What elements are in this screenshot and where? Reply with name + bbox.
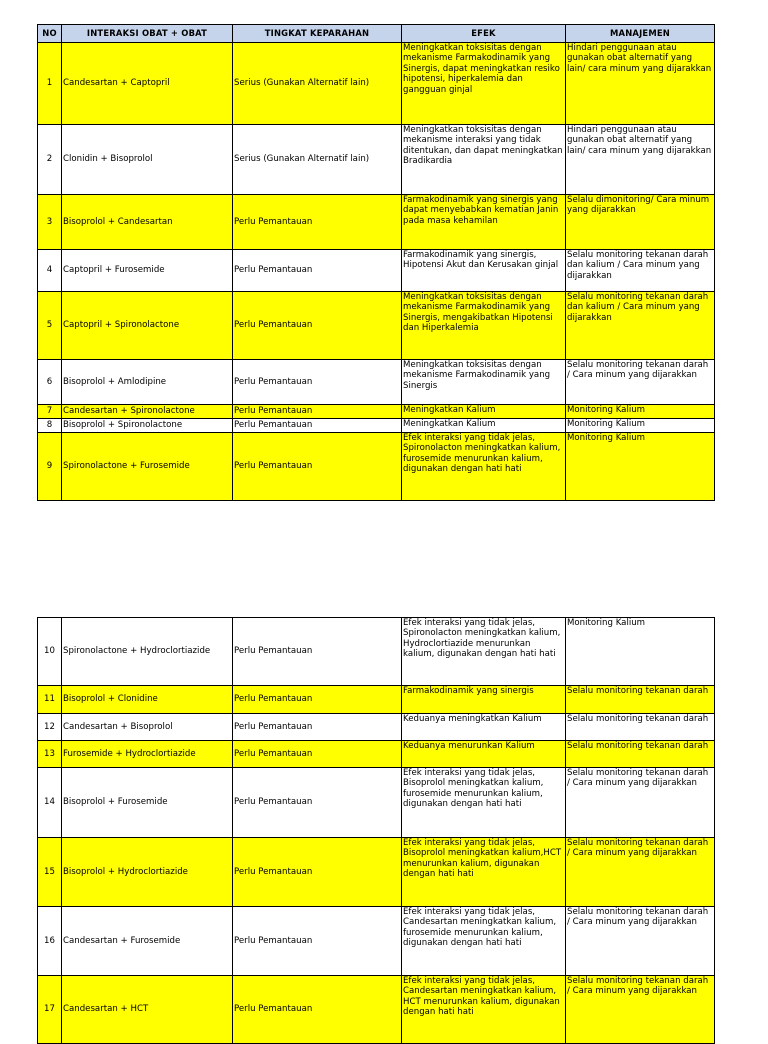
table-row	[38, 907, 715, 976]
interaction-cell: Spironolactone + Furosemide	[62, 433, 233, 501]
row-number: 8	[38, 419, 62, 433]
header-no: NO	[38, 25, 62, 43]
severity-cell: Perlu Pemantauan	[233, 768, 402, 838]
interaction-table-part-2	[37, 617, 715, 1044]
severity-cell: Perlu Pemantauan	[233, 360, 402, 405]
severity-cell: Perlu Pemantauan	[233, 195, 402, 250]
severity-cell: Perlu Pemantauan	[233, 907, 402, 976]
interaction-cell: Spironolactone + Hydroclortiazide	[62, 618, 233, 686]
table-row	[38, 125, 715, 195]
interaction-cell: Candesartan + Furosemide	[62, 907, 233, 976]
severity-cell: Perlu Pemantauan	[233, 419, 402, 433]
interaction-cell: Candesartan + Spironolactone	[62, 405, 233, 419]
interaction-cell: Candesartan + Captopril	[62, 43, 233, 125]
effect-cell: Meningkatkan toksisitas dengan mekanisme Farmakodinamik yang Sinergis	[402, 360, 566, 405]
table-row	[38, 768, 715, 838]
severity-cell: Perlu Pemantauan	[233, 686, 402, 714]
effect-cell: Keduanya meningkatkan Kalium	[402, 714, 566, 741]
table-row	[38, 405, 715, 419]
management-cell: Selalu monitoring tekanan darah dan kalium / Cara minum yang dijarakkan	[566, 292, 715, 360]
interaction-cell: Bisoprolol + Amlodipine	[62, 360, 233, 405]
effect-cell: Efek interaksi yang tidak jelas, Spironolacton meningkatkan kalium, furosemide menurunkan kalium, digunakan dengan hati hati	[402, 433, 566, 501]
table-row	[38, 838, 715, 907]
severity-cell: Perlu Pemantauan	[233, 976, 402, 1044]
table-row	[38, 360, 715, 405]
severity-cell: Perlu Pemantauan	[233, 741, 402, 768]
interaction-cell: Furosemide + Hydroclortiazide	[62, 741, 233, 768]
severity-cell: Serius (Gunakan Alternatif lain)	[233, 43, 402, 125]
effect-cell: Meningkatkan toksisitas dengan mekanisme interaksi yang tidak ditentukan, dan dapat meningkatkan Bradikardia	[402, 125, 566, 195]
interaction-cell: Bisoprolol + Candesartan	[62, 195, 233, 250]
management-cell: Selalu monitoring tekanan darah	[566, 741, 715, 768]
interaction-cell: Bisoprolol + Spironolactone	[62, 419, 233, 433]
header-management: MANAJEMEN	[566, 25, 715, 43]
row-number: 12	[38, 714, 62, 741]
severity-cell: Perlu Pemantauan	[233, 714, 402, 741]
effect-cell: Farmakodinamik yang sinergis	[402, 686, 566, 714]
table-row	[38, 741, 715, 768]
severity-cell: Serius (Gunakan Alternatif lain)	[233, 125, 402, 195]
table-row	[38, 976, 715, 1044]
effect-cell: Meningkatkan Kalium	[402, 419, 566, 433]
row-number: 9	[38, 433, 62, 501]
management-cell: Monitoring Kalium	[566, 405, 715, 419]
management-cell: Monitoring Kalium	[566, 419, 715, 433]
effect-cell: Meningkatkan toksisitas dengan mekanisme Farmakodinamik yang Sinergis, mengakibatkan Hipotensi dan Hiperkalemia	[402, 292, 566, 360]
row-number: 14	[38, 768, 62, 838]
management-cell: Monitoring Kalium	[566, 618, 715, 686]
table-row	[38, 433, 715, 501]
effect-cell: Meningkatkan Kalium	[402, 405, 566, 419]
effect-cell: Farmakodinamik yang sinergis, Hipotensi Akut dan Kerusakan ginjal	[402, 250, 566, 292]
row-number: 6	[38, 360, 62, 405]
management-cell: Selalu monitoring tekanan darah / Cara minum yang dijarakkan	[566, 360, 715, 405]
table-row	[38, 292, 715, 360]
management-cell: Selalu monitoring tekanan darah / Cara minum yang dijarakkan	[566, 976, 715, 1044]
table-row	[38, 43, 715, 125]
row-number: 1	[38, 43, 62, 125]
table-header-row	[38, 25, 715, 43]
row-number: 11	[38, 686, 62, 714]
row-number: 13	[38, 741, 62, 768]
row-number: 3	[38, 195, 62, 250]
table-row	[38, 195, 715, 250]
severity-cell: Perlu Pemantauan	[233, 838, 402, 907]
effect-cell: Efek interaksi yang tidak jelas, Candesartan meningkatkan kalium, furosemide menurunkan kalium, digunakan dengan hati hati	[402, 907, 566, 976]
effect-cell: Meningkatkan toksisitas dengan mekanisme Farmakodinamik yang Sinergis, dapat meningkatkan resiko hipotensi, hiperkalemia dan gangguan ginjal	[402, 43, 566, 125]
row-number: 15	[38, 838, 62, 907]
header-severity: TINGKAT KEPARAHAN	[233, 25, 402, 43]
table-row	[38, 686, 715, 714]
table-row	[38, 714, 715, 741]
interaction-cell: Bisoprolol + Furosemide	[62, 768, 233, 838]
management-cell: Selalu monitoring tekanan darah	[566, 686, 715, 714]
severity-cell: Perlu Pemantauan	[233, 250, 402, 292]
interaction-cell: Clonidin + Bisoprolol	[62, 125, 233, 195]
table-row	[38, 419, 715, 433]
table-row	[38, 618, 715, 686]
management-cell: Selalu monitoring tekanan darah / Cara minum yang dijarakkan	[566, 768, 715, 838]
row-number: 10	[38, 618, 62, 686]
severity-cell: Perlu Pemantauan	[233, 618, 402, 686]
effect-cell: Efek interaksi yang tidak jelas, Candesartan meningkatkan kalium, HCT menurunkan kalium, digunakan dengan hati hati	[402, 976, 566, 1044]
effect-cell: Keduanya menurunkan Kalium	[402, 741, 566, 768]
row-number: 5	[38, 292, 62, 360]
interaction-cell: Bisoprolol + Clonidine	[62, 686, 233, 714]
row-number: 16	[38, 907, 62, 976]
management-cell: Selalu monitoring tekanan darah dan kalium / Cara minum yang dijarakkan	[566, 250, 715, 292]
interaction-cell: Captopril + Furosemide	[62, 250, 233, 292]
management-cell: Hindari penggunaan atau gunakan obat alternatif yang lain/ cara minum yang dijarakkan	[566, 43, 715, 125]
row-number: 7	[38, 405, 62, 419]
header-effect: EFEK	[402, 25, 566, 43]
header-interaction: INTERAKSI OBAT + OBAT	[62, 25, 233, 43]
interaction-cell: Candesartan + Bisoprolol	[62, 714, 233, 741]
row-number: 4	[38, 250, 62, 292]
management-cell: Selalu monitoring tekanan darah / Cara minum yang dijarakkan	[566, 838, 715, 907]
management-cell: Selalu dimonitoring/ Cara minum yang dijarakkan	[566, 195, 715, 250]
severity-cell: Perlu Pemantauan	[233, 405, 402, 419]
severity-cell: Perlu Pemantauan	[233, 433, 402, 501]
effect-cell: Efek interaksi yang tidak jelas, Bisoprolol meningkatkan kalium,HCT menurunkan kalium, digunakan dengan hati hati	[402, 838, 566, 907]
interaction-table-part-1	[37, 24, 715, 501]
management-cell: Selalu monitoring tekanan darah / Cara minum yang dijarakkan	[566, 907, 715, 976]
severity-cell: Perlu Pemantauan	[233, 292, 402, 360]
effect-cell: Efek interaksi yang tidak jelas, Bisoprolol meningkatkan kalium, furosemide menurunkan kalium, digunakan dengan hati hati	[402, 768, 566, 838]
management-cell: Hindari penggunaan atau gunakan obat alternatif yang lain/ cara minum yang dijarakkan	[566, 125, 715, 195]
row-number: 2	[38, 125, 62, 195]
management-cell: Selalu monitoring tekanan darah	[566, 714, 715, 741]
effect-cell: Farmakodinamik yang sinergis yang dapat menyebabkan kematian Janin pada masa kehamilan	[402, 195, 566, 250]
interaction-cell: Captopril + Spironolactone	[62, 292, 233, 360]
table-row	[38, 250, 715, 292]
row-number: 17	[38, 976, 62, 1044]
effect-cell: Efek interaksi yang tidak jelas, Spironolacton meningkatkan kalium, Hydroclortiazide menurunkan kalium, digunakan dengan hati hati	[402, 618, 566, 686]
interaction-cell: Candesartan + HCT	[62, 976, 233, 1044]
interaction-cell: Bisoprolol + Hydroclortiazide	[62, 838, 233, 907]
management-cell: Monitoring Kalium	[566, 433, 715, 501]
